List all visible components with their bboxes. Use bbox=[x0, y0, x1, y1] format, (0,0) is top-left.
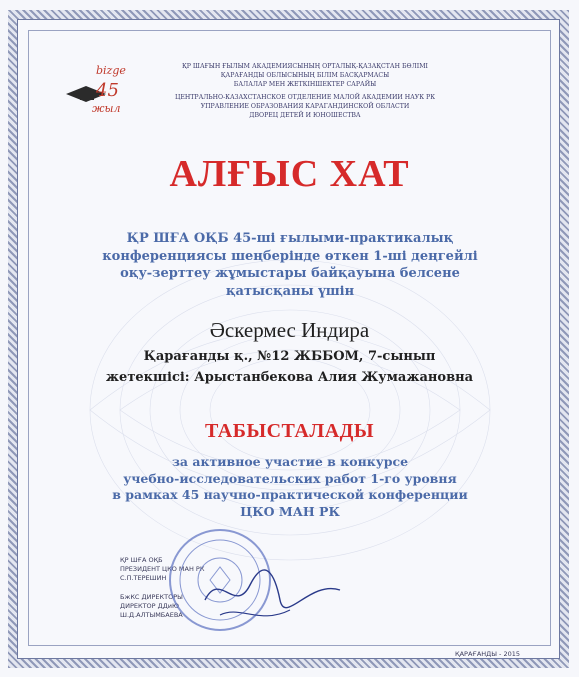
recipient-school: Қарағанды қ., №12 ЖББОМ, 7-сынып bbox=[143, 349, 436, 364]
signature-line: ҚР ШҒА ОҚБ bbox=[120, 556, 163, 564]
logo-top-text: bizge bbox=[96, 64, 126, 77]
header-ru-line: ДВОРЕЦ ДЕТЕЙ И ЮНОШЕСТВА bbox=[249, 112, 361, 119]
signature-line: БжКС ДИРЕКТОРЫ bbox=[120, 593, 183, 601]
header-kazakh bbox=[135, 62, 475, 89]
header-kz-line: БАЛАЛАР МЕН ЖЕТКІНШЕКТЕР САРАЙЫ bbox=[233, 81, 377, 88]
signature-line: ПРЕЗИДЕНТ ЦКО МАН РК bbox=[120, 565, 205, 573]
logo-bottom-text: жыл bbox=[92, 102, 121, 115]
header-ru-line: ЦЕНТРАЛЬНО-КАЗАХСТАНСКОЕ ОТДЕЛЕНИЕ МАЛОЙ АКАДЕМИИ НАУК РК bbox=[174, 94, 435, 101]
kazakh-purpose bbox=[90, 230, 490, 300]
header-ru-line: УПРАВЛЕНИЕ ОБРАЗОВАНИЯ КАРАГАНДИНСКОЙ ОБЛАСТИ bbox=[200, 103, 410, 110]
kz-purpose-line: ҚР ШҒА ОҚБ 45-ші ғылыми-практикалық bbox=[126, 231, 454, 246]
city-year: ҚАРАҒАНДЫ - 2015 bbox=[455, 650, 520, 658]
recipient-name: Әскермес Индира bbox=[209, 318, 370, 342]
logo-number: 45 bbox=[96, 80, 119, 101]
certificate-title: АЛҒЫС ХАТ bbox=[169, 153, 410, 195]
signature-line: Ш.Д.АЛТЫМБАЕВА bbox=[120, 611, 183, 619]
handwritten-signature bbox=[200, 560, 350, 630]
signature-line: С.П.ТЕРЕШИН bbox=[120, 574, 167, 582]
header-kz-line: ҚАРАҒАНДЫ ОБЛЫСЫНЫҢ БІЛІМ БАСҚАРМАСЫ bbox=[220, 72, 390, 79]
awarded-heading: ТАБЫСТАЛАДЫ bbox=[204, 420, 375, 442]
russian-purpose bbox=[90, 454, 490, 520]
ru-purpose-line: ЦКО МАН РК bbox=[240, 503, 340, 519]
ru-purpose-line: в рамках 45 научно-практической конференции bbox=[112, 487, 468, 502]
header-russian bbox=[135, 93, 475, 120]
ru-purpose-line: за активное участие в конкурсе bbox=[171, 454, 409, 469]
kz-purpose-line: қатысқаны үшін bbox=[225, 283, 355, 299]
kz-purpose-line: оқу-зерттеу жұмыстары байқауына белсене bbox=[120, 266, 460, 281]
kz-purpose-line: конференциясы шеңберінде өткен 1-ші деңгейлі bbox=[102, 248, 478, 264]
recipient-supervisor: жетекшісі: Арыстанбекова Алия Жумажановна bbox=[105, 370, 474, 385]
signature-line: ДИРЕКТОР ДДиЮ bbox=[120, 602, 180, 610]
anniversary-logo bbox=[56, 58, 130, 118]
header-kz-line: ҚР ШАҒЫН ҒЫЛЫМ АКАДЕМИЯСЫНЫҢ ОРТАЛЫҚ-ҚАЗАҚСТАН БӨЛІМІ bbox=[182, 63, 428, 70]
ru-purpose-line: учебно-исследовательских работ 1-го уровня bbox=[123, 470, 457, 486]
